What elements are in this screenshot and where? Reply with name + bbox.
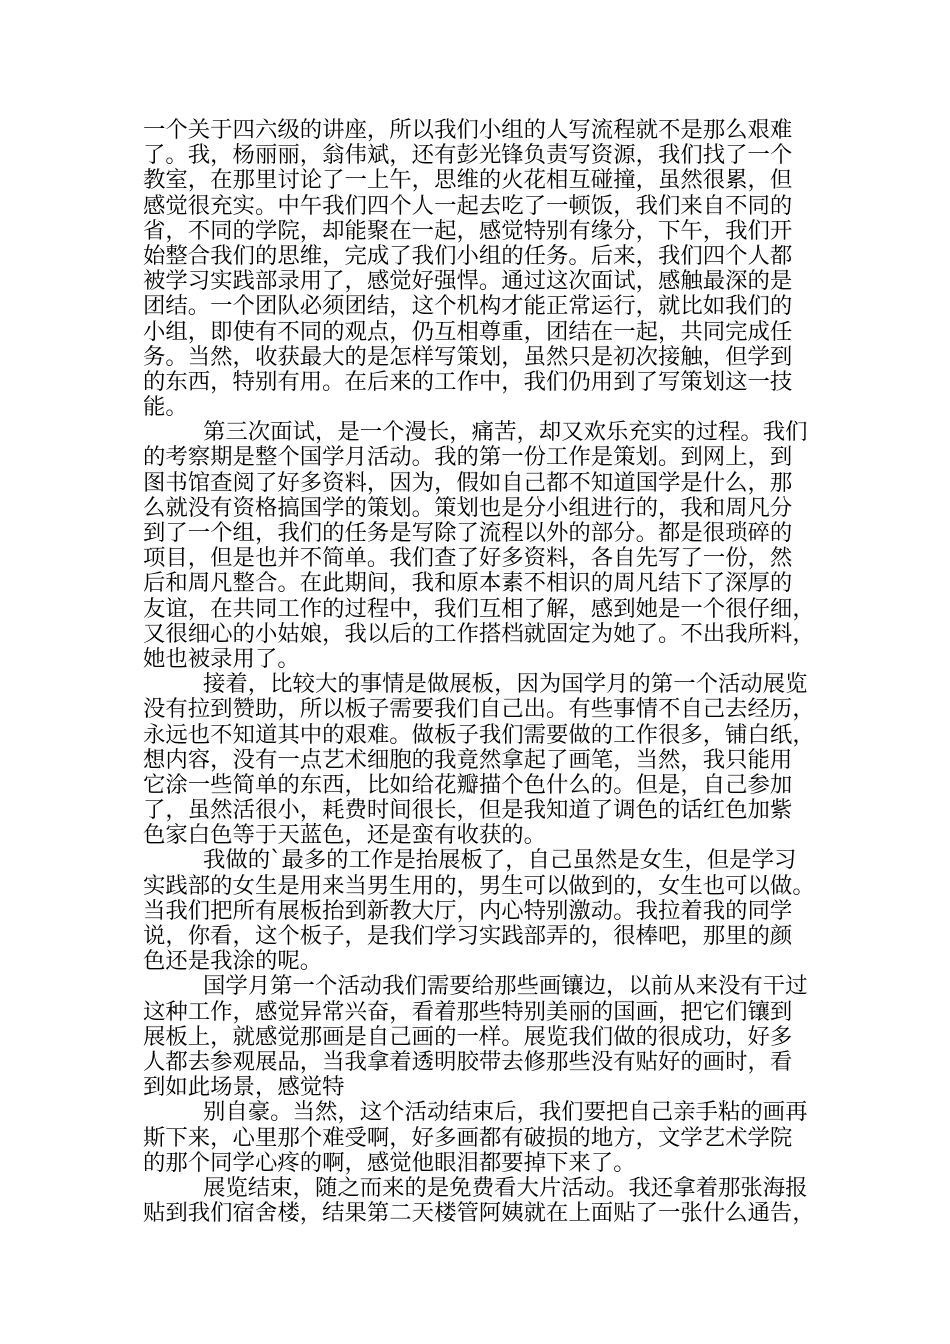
text-line: 说，你看，这个板子，是我们学习实践部弄的，很棒吧，那里的颜 [143, 923, 793, 949]
text-line: 友谊，在共同工作的过程中，我们互相了解，感到她是一个很仔细， [143, 595, 815, 622]
text-line: 想内容，没有一点艺术细胞的我竟然拿起了画笔，当然，我只能用 [143, 746, 793, 773]
text-line: 又很细心的小姑娘，我以后的工作搭档就固定为她了。不出我所料， [143, 620, 815, 647]
text-line: 当我们把所有展板抬到新教大厅，内心特别激动。我拉着我的同学 [143, 897, 793, 924]
text-line: 了，虽然活很小，耗费时间很长，但是我知道了调色的话红色加紫 [143, 797, 793, 824]
text-line: 到了一个组，我们的任务是写除了流程以外的部分。都是很琐碎的 [143, 520, 793, 546]
text-line: 的东西，特别有用。在后来的工作中，我们仍用到了写策划这一技 [143, 368, 793, 395]
text-line: 的考察期是整个国学月活动。我的第一份工作是策划。到网上，到 [143, 444, 793, 471]
text-line: 色还是我涂的呢。 [143, 948, 323, 975]
document-body [143, 118, 823, 1226]
text-line: 实践部的女生是用来当男生用的，男生可以做到的，女生也可以做。 [143, 872, 815, 899]
text-line: 务。当然，收获最大的是怎样写策划，虽然只是初次接触，但学到 [143, 343, 793, 370]
paragraph-first-line: 别自豪。当然，这个活动结束后，我们要把自己亲手粘的画再 [203, 1099, 808, 1126]
text-line: 永远也不知道其中的艰难。做板子我们需要做的工作很多，铺白纸， [143, 721, 815, 748]
text-line: 团结。一个团队必须团结，这个机构才能正常运行，就比如我们的 [143, 293, 793, 320]
text-line: 省，不同的学院，却能聚在一起，感觉特别有缘分，下午，我们开 [143, 217, 793, 244]
text-line: 展板上，就感觉那画是自己画的一样。展览我们做的很成功，好多 [143, 1023, 793, 1050]
text-line: 图书馆查阅了好多资料，因为，假如自己都不知道国学是什么，那 [143, 469, 793, 496]
text-line: 色家白色等于天蓝色，还是蛮有收获的。 [143, 822, 547, 849]
text-line: 斯下来，心里那个难受啊，好多画都有破损的地方，文学艺术学院 [143, 1124, 793, 1151]
text-line: 她也被录用了。 [143, 645, 300, 672]
text-line: 能。 [143, 394, 188, 421]
paragraph-first-line: 国学月第一个活动我们需要给那些画镶边，以前从来没有干过 [203, 973, 808, 1000]
paragraph-first-line: 我做的`最多的工作是抬展板了，自己虽然是女生，但是学习 [203, 847, 797, 874]
paragraph-first-line: 第三次面试，是一个漫长，痛苦，却又欢乐充实的过程。我们 [203, 419, 808, 446]
text-line: 一个关于四六级的讲座，所以我们小组的人写流程就不是那么艰难 [143, 117, 793, 143]
text-line: 始整合我们的思维，完成了我们小组的任务。后来，我们四个人都 [143, 242, 793, 269]
text-line: 的那个同学心疼的啊，感觉他眼泪都要掉下来了。 [143, 1149, 636, 1176]
text-line: 贴到我们宿舍楼，结果第二天楼管阿姨就在上面贴了一张什么通告， [143, 1200, 815, 1227]
text-line: 么就没有资格搞国学的策划。策划也是分小组进行的，我和周凡分 [143, 494, 793, 521]
text-line: 了。我，杨丽丽，翁伟斌，还有彭光锋负责写资源，我们找了一个 [143, 142, 793, 169]
paragraph-first-line: 接着，比较大的事情是做展板，因为国学月的第一个活动展览 [203, 671, 808, 698]
text-line: 到如此场景，感觉特 [143, 1074, 345, 1101]
text-line: 没有拉到赞助，所以板子需要我们自己出。有些事情不自己去经历， [143, 696, 815, 723]
text-line: 后和周凡整合。在此期间，我和原本素不相识的周凡结下了深厚的 [143, 570, 793, 597]
text-line: 项目，但是也并不简单。我们查了好多资料，各自先写了一份，然 [143, 545, 793, 572]
text-line: 这种工作，感觉异常兴奋，看着那些特别美丽的国画，把它们镶到 [143, 998, 793, 1025]
text-line: 人都去参观展品，当我拿着透明胶带去修那些没有贴好的画时，看 [143, 1048, 793, 1075]
paragraph-first-line: 展览结束，随之而来的是免费看大片活动。我还拿着那张海报 [203, 1174, 808, 1201]
text-line: 感觉很充实。中午我们四个人一起去吃了一顿饭，我们来自不同的 [143, 192, 793, 219]
text-line: 被学习实践部录用了，感觉好强悍。通过这次面试，感触最深的是 [143, 268, 793, 295]
text-line: 教室，在那里讨论了一上午，思维的火花相互碰撞，虽然很累，但 [143, 167, 793, 194]
text-line: 小组，即使有不同的观点，仍互相尊重，团结在一起，共同完成任 [143, 318, 793, 345]
text-line: 它涂一些简单的东西，比如给花瓣描个色什么的。但是，自己参加 [143, 771, 793, 798]
